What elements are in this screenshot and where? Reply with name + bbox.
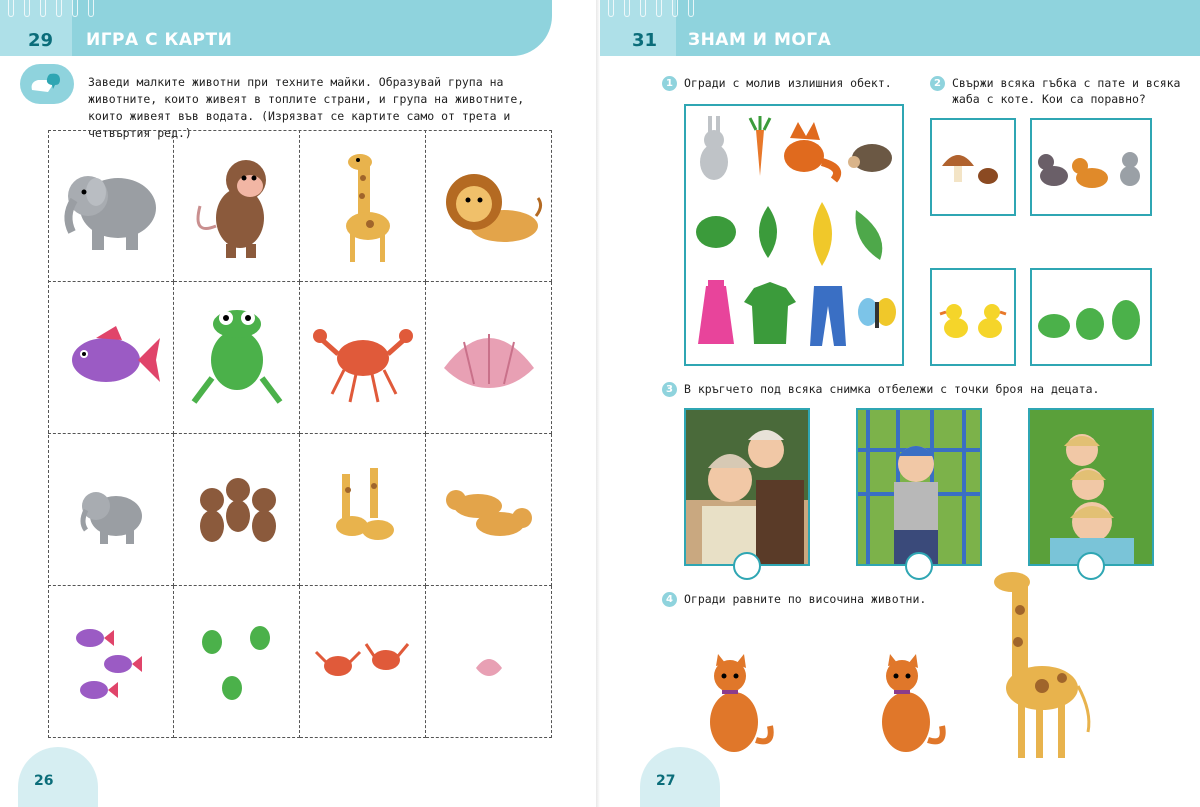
frogs-frame[interactable] <box>1030 268 1152 366</box>
cat-icon[interactable] <box>690 650 780 760</box>
rabbit-icon <box>700 116 728 180</box>
giraffe-icon[interactable] <box>982 562 1102 762</box>
yellow-leaf-icon <box>813 202 832 266</box>
card-fish[interactable] <box>48 282 174 434</box>
small-crabs-icon <box>308 602 418 722</box>
elephant-icon <box>56 146 166 266</box>
card-giraffe[interactable] <box>300 130 426 282</box>
card-elephant[interactable] <box>48 130 174 282</box>
task-text: Огради равните по височина животни. <box>684 592 927 606</box>
ducklings-icon <box>932 270 1014 364</box>
task-number: 2 <box>930 76 945 91</box>
leaf-icon <box>759 206 777 258</box>
hedgehog-icon <box>848 144 892 172</box>
card-monkey[interactable] <box>174 130 300 282</box>
task-number: 3 <box>662 382 677 397</box>
lion-cubs-icon <box>434 450 544 570</box>
monkey-icon <box>182 146 292 266</box>
card-baby-giraffes[interactable] <box>300 434 426 586</box>
task-text: Огради с молив излишния обект. <box>684 76 892 90</box>
card-lion[interactable] <box>426 130 552 282</box>
odd-one-out-illustrations <box>686 106 902 364</box>
card-small-shell[interactable] <box>426 586 552 738</box>
ducklings-frame[interactable] <box>930 268 1016 366</box>
fish-icon <box>56 298 166 418</box>
card-lion-cubs[interactable] <box>426 434 552 586</box>
spiral-binding <box>8 0 94 18</box>
task-text: Свържи всяка гъбка с пате и всяка жаба с коте. Кои са поравно? <box>952 76 1181 106</box>
speech-bubble-icon <box>28 70 64 104</box>
leaf-icon <box>856 210 883 260</box>
baby-monkeys-icon <box>182 450 292 570</box>
children-photo-3 <box>1028 408 1154 566</box>
card-frog[interactable] <box>174 282 300 434</box>
page-title: ИГРА С КАРТИ <box>86 30 233 50</box>
spiral-binding <box>608 0 694 18</box>
lion-icon <box>434 146 544 266</box>
giraffe-icon <box>308 146 418 266</box>
task-text: В кръгчето под всяка снимка отбележи с точки броя на децата. <box>684 382 1100 396</box>
children-photo-1 <box>684 408 810 566</box>
card-baby-monkeys[interactable] <box>174 434 300 586</box>
small-frogs-icon <box>182 602 292 722</box>
frog-icon <box>182 298 292 418</box>
task-number: 1 <box>662 76 677 91</box>
baby-giraffes-icon <box>308 450 418 570</box>
shirt-icon <box>744 282 796 344</box>
carrot-icon <box>750 116 770 176</box>
baby-elephant-icon <box>56 450 166 570</box>
frogs-icon <box>1032 270 1150 364</box>
lesson-number: 31 <box>632 30 658 51</box>
butterfly-icon <box>858 298 896 328</box>
crab-icon <box>308 298 418 418</box>
instruction-text: Заведи малките животни при техните майки. Образувай група на животните, които живеят в топлите страни, и група на животните, които живеят във водата. (Изрязват се картите само от трета и четвъртия ред.) <box>88 75 525 140</box>
dress-icon <box>698 280 734 344</box>
cat-icon[interactable] <box>862 650 952 760</box>
card-small-fish[interactable] <box>48 586 174 738</box>
card-small-crabs[interactable] <box>300 586 426 738</box>
card-baby-elephant[interactable] <box>48 434 174 586</box>
fox-icon <box>784 122 837 180</box>
page-number: 26 <box>34 773 54 789</box>
kittens-frame[interactable] <box>1030 118 1152 216</box>
task-number: 4 <box>662 592 677 607</box>
lesson-number: 29 <box>28 30 54 51</box>
count-circle[interactable] <box>733 552 761 580</box>
card-grid <box>48 130 552 738</box>
page-title: ЗНАМ И МОГА <box>688 30 832 50</box>
right-page <box>600 0 1200 807</box>
count-circle[interactable] <box>905 552 933 580</box>
leaf-icon <box>696 216 736 248</box>
odd-one-out-frame <box>684 104 904 366</box>
small-fish-icon <box>56 602 166 722</box>
card-crab[interactable] <box>300 282 426 434</box>
page-number: 27 <box>656 773 676 789</box>
jeans-icon <box>810 286 846 346</box>
shell-icon <box>434 298 544 418</box>
kittens-icon <box>1032 120 1150 214</box>
children-photo-2 <box>856 408 982 566</box>
mushrooms-icon <box>932 120 1014 214</box>
small-shell-icon <box>434 602 544 722</box>
footer-decoration <box>18 747 98 807</box>
card-small-frogs[interactable] <box>174 586 300 738</box>
mushrooms-frame[interactable] <box>930 118 1016 216</box>
card-shell[interactable] <box>426 282 552 434</box>
speech-badge <box>20 64 74 104</box>
